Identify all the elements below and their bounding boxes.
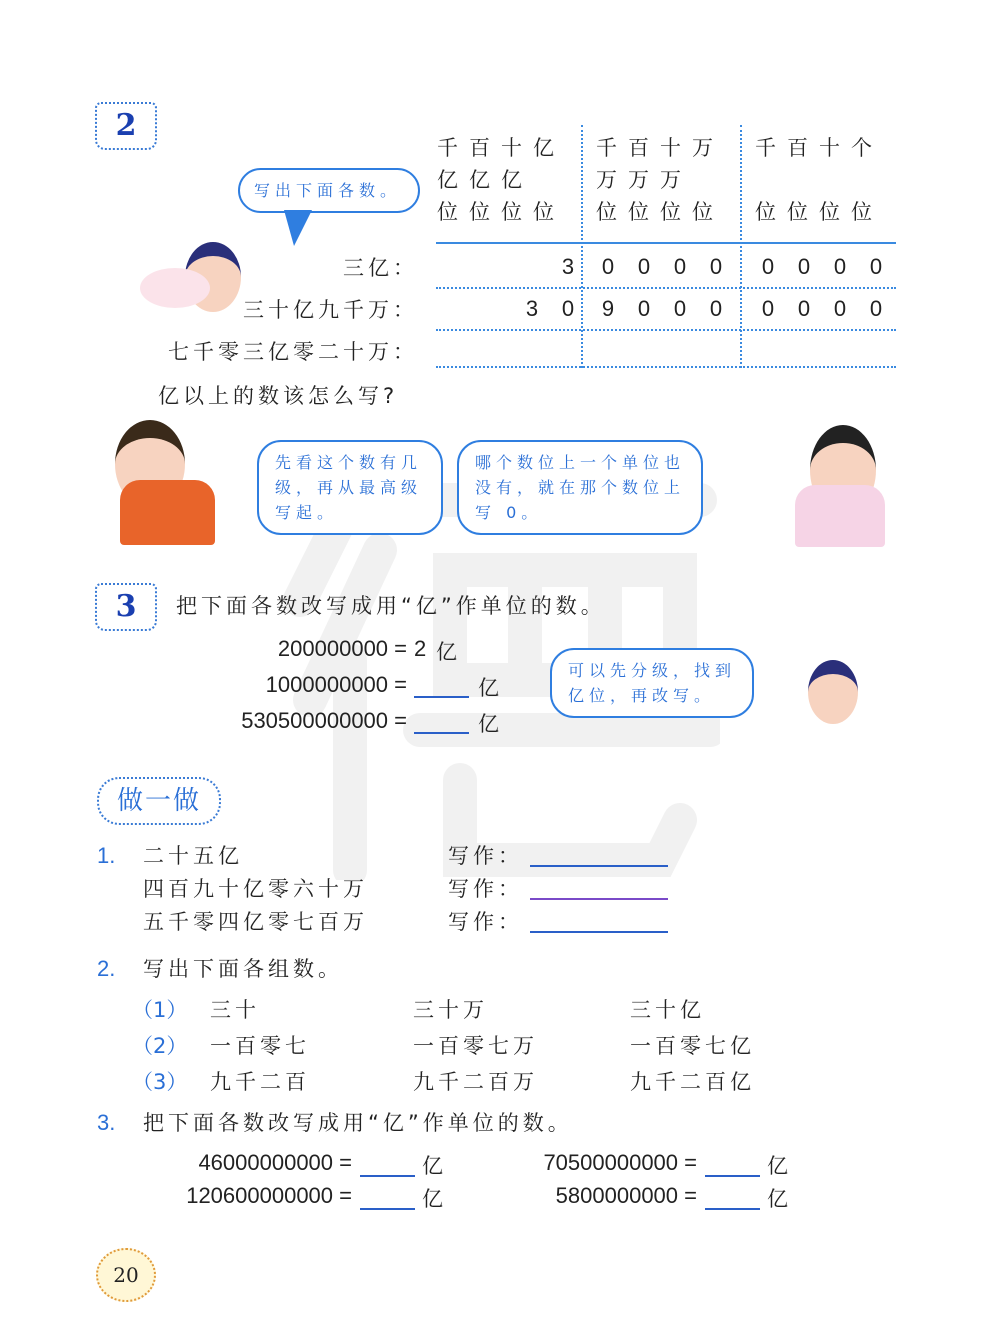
place-value-header: 位 — [851, 200, 872, 224]
digit-cell: 0 — [833, 254, 847, 279]
question-item: 五千零四亿零七百万 — [143, 910, 368, 934]
place-value-header: 位 — [437, 200, 458, 224]
bubble-hint: 可以先分级，找到亿位，再改写。 — [550, 648, 754, 718]
group-item: 一百零七万 — [413, 1034, 538, 1058]
question-item: 二十五亿 — [143, 844, 243, 868]
question-1-number: 1. — [97, 843, 116, 868]
bubble-write-numbers: 写出下面各数。 — [238, 168, 420, 213]
place-value-header: 亿 — [533, 136, 554, 160]
place-value-header: 亿 — [469, 168, 490, 192]
place-value-header: 个 — [851, 136, 872, 160]
group-item: 三十 — [210, 998, 260, 1022]
unit-label: 亿 — [767, 1154, 792, 1178]
answer-line[interactable] — [530, 898, 668, 900]
group-item: 一百零七 — [210, 1034, 310, 1058]
girl-body — [795, 485, 885, 547]
group-item: 三十万 — [413, 998, 488, 1022]
number-expression: 46000000000 = — [198, 1150, 352, 1175]
place-value-header: 万 — [596, 168, 617, 192]
place-value-header: 万 — [692, 136, 713, 160]
bubble-girl: 哪个数位上一个单位也没有，就在那个数位上写 0。 — [457, 440, 703, 535]
answer-blank[interactable] — [414, 672, 469, 698]
question-2-number: 2. — [97, 956, 116, 981]
write-label: 写作： — [448, 844, 523, 868]
digit-cell: 0 — [833, 296, 847, 321]
digit-cell: 0 — [637, 296, 651, 321]
unit-label: 亿 — [422, 1187, 447, 1211]
group-item: 九千二百万 — [413, 1070, 538, 1094]
unit-label: 亿 — [478, 676, 503, 700]
digit-cell: 0 — [561, 296, 575, 321]
place-value-header: 百 — [469, 136, 490, 160]
unit-label: 亿 — [436, 640, 461, 664]
practice-heading: 做一做 — [97, 777, 221, 825]
question-3-number: 3. — [97, 1110, 116, 1135]
write-label: 写作： — [448, 910, 523, 934]
column-divider-yi-wan — [581, 125, 583, 368]
answer-blank: 2 — [414, 636, 427, 661]
example-3-title: 把下面各数改写成用“亿”作单位的数。 — [176, 594, 606, 618]
question-text: 亿以上的数该怎么写? — [158, 384, 399, 408]
number-expression: 5800000000 = — [555, 1183, 697, 1208]
row-label: 三十亿九千万： — [243, 298, 418, 322]
digit-cell: 0 — [761, 254, 775, 279]
number-expression: 530500000000 = — [241, 708, 407, 733]
row-line — [436, 366, 896, 368]
angel-wings — [140, 268, 210, 308]
column-divider-wan-ge — [740, 125, 742, 368]
answer-blank[interactable] — [360, 1175, 415, 1177]
place-value-header: 十 — [660, 136, 681, 160]
digit-cell: 9 — [601, 296, 615, 321]
group-item: 九千二百亿 — [630, 1070, 755, 1094]
question-2-title: 写出下面各组数。 — [143, 957, 343, 981]
place-value-header: 位 — [628, 200, 649, 224]
page-number: 20 — [96, 1248, 156, 1302]
digit-cell: 0 — [761, 296, 775, 321]
digit-cell: 0 — [673, 254, 687, 279]
answer-blank[interactable] — [705, 1208, 760, 1210]
unit-label: 亿 — [478, 712, 503, 736]
place-value-header: 亿 — [437, 168, 458, 192]
group-tag: （2） — [132, 1034, 188, 1058]
row-label: 三亿： — [343, 256, 418, 280]
row-line — [436, 287, 896, 289]
unit-label: 亿 — [767, 1187, 792, 1211]
row-label: 七千零三亿零二十万： — [168, 340, 418, 364]
place-value-header: 千 — [437, 136, 458, 160]
place-value-header: 位 — [501, 200, 522, 224]
write-label: 写作： — [448, 877, 523, 901]
place-value-header: 位 — [596, 200, 617, 224]
answer-blank[interactable] — [414, 708, 469, 734]
place-value-header: 千 — [596, 136, 617, 160]
bubble-tail — [284, 210, 312, 246]
digit-cell: 0 — [797, 296, 811, 321]
answer-blank[interactable] — [705, 1175, 760, 1177]
row-line — [436, 329, 896, 331]
digit-cell: 0 — [869, 254, 883, 279]
group-tag: （1） — [132, 998, 188, 1022]
digit-cell: 0 — [637, 254, 651, 279]
digit-cell: 0 — [869, 296, 883, 321]
digit-cell: 0 — [709, 296, 723, 321]
place-value-header: 位 — [533, 200, 554, 224]
answer-line[interactable] — [530, 865, 668, 867]
digit-cell: 3 — [561, 254, 575, 279]
place-value-header: 十 — [819, 136, 840, 160]
example-2-badge: 2 — [95, 102, 157, 150]
number-expression: 200000000 = — [277, 636, 407, 661]
place-value-header: 位 — [787, 200, 808, 224]
table-header-line — [436, 242, 896, 244]
place-value-header: 位 — [660, 200, 681, 224]
digit-cell: 3 — [525, 296, 539, 321]
place-value-header: 千 — [755, 136, 776, 160]
number-expression: 70500000000 = — [543, 1150, 697, 1175]
question-3-title: 把下面各数改写成用“亿”作单位的数。 — [143, 1111, 573, 1135]
number-expression: 120600000000 = — [186, 1183, 352, 1208]
group-item: 三十亿 — [630, 998, 705, 1022]
digit-cell: 0 — [601, 254, 615, 279]
number-expression: 1000000000 = — [265, 672, 407, 697]
boy-body — [120, 480, 215, 545]
unit-label: 亿 — [422, 1154, 447, 1178]
place-value-header: 百 — [787, 136, 808, 160]
place-value-header: 万 — [628, 168, 649, 192]
question-item: 四百九十亿零六十万 — [143, 877, 368, 901]
digit-cell: 0 — [797, 254, 811, 279]
group-item: 九千二百 — [210, 1070, 310, 1094]
angel-illustration-small — [808, 660, 858, 724]
answer-line[interactable] — [530, 931, 668, 933]
digit-cell: 0 — [709, 254, 723, 279]
example-3-badge: 3 — [95, 583, 157, 631]
bubble-boy: 先看这个数有几级，再从最高级写起。 — [257, 440, 443, 535]
place-value-header: 万 — [660, 168, 681, 192]
place-value-header: 位 — [469, 200, 490, 224]
place-value-header: 位 — [692, 200, 713, 224]
place-value-header: 十 — [501, 136, 522, 160]
place-value-header: 亿 — [501, 168, 522, 192]
place-value-header: 位 — [819, 200, 840, 224]
place-value-header: 位 — [755, 200, 776, 224]
group-item: 一百零七亿 — [630, 1034, 755, 1058]
answer-blank[interactable] — [360, 1208, 415, 1210]
group-tag: （3） — [132, 1070, 188, 1094]
place-value-header: 百 — [628, 136, 649, 160]
digit-cell: 0 — [673, 296, 687, 321]
